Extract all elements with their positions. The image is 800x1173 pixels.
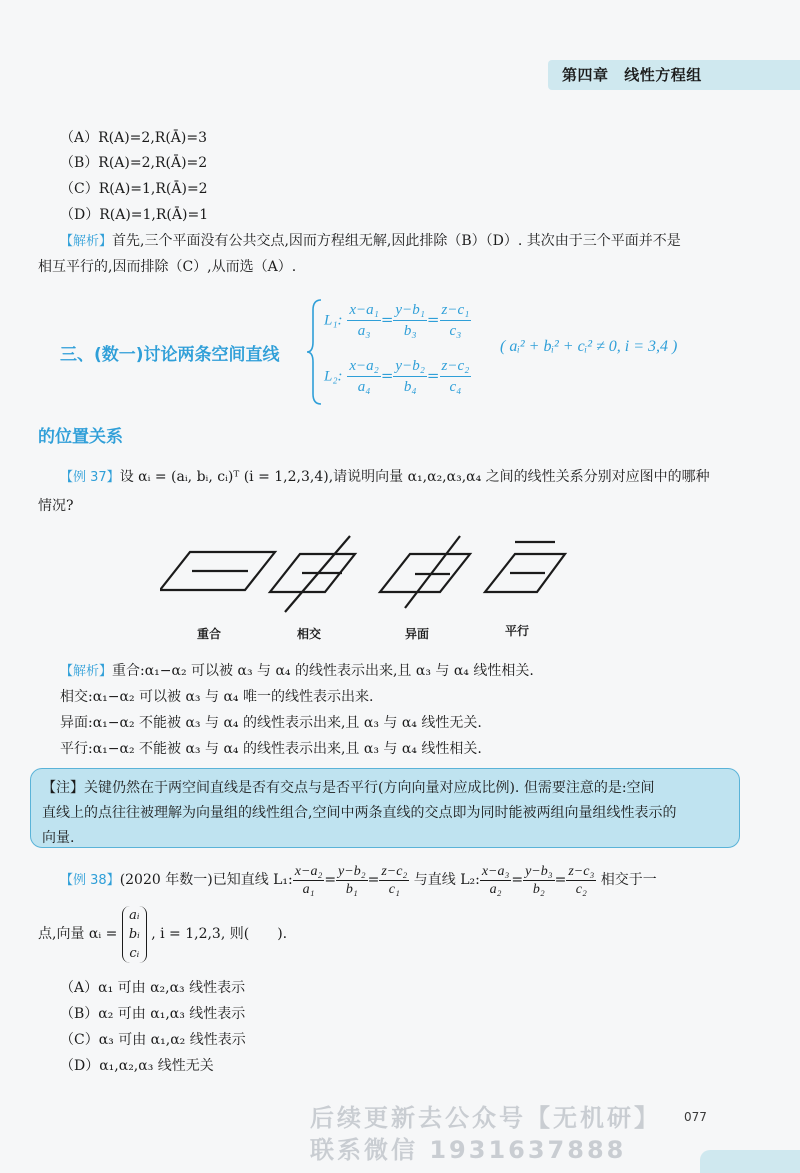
note-text xyxy=(42,776,722,851)
option-a-top: （A）R(A)=2,R(Ā)=3 xyxy=(60,130,207,146)
condition: ( aᵢ² + bᵢ² + cᵢ² ≠ 0, i = 3,4 ) xyxy=(500,338,678,355)
section-subtitle: 的位置关系 xyxy=(38,427,123,447)
analysis-2-line4: 平行:α₁−α₂ 不能被 α₃ 与 α₄ 的线性表示出来,且 α₃ 与 α₄ 线性相关. xyxy=(60,741,482,757)
option-a-bottom: （A）α₁ 可由 α₂,α₃ 线性表示 xyxy=(60,980,246,996)
option-b-top: （B）R(A)=2,R(Ā)=2 xyxy=(60,155,208,171)
caption-skew: 异面 xyxy=(405,627,430,641)
analysis-2-line3: 异面:α₁−α₂ 不能被 α₃ 与 α₄ 的线性表示出来,且 α₃ 与 α₄ 线性无关. xyxy=(60,715,482,731)
option-d-bottom: （D）α₁,α₂,α₃ 线性无关 xyxy=(60,1058,214,1074)
lines-figure xyxy=(160,530,600,620)
caption-coincident: 重合 xyxy=(197,627,222,641)
option-d-top: （D）R(A)=1,R(Ā)=1 xyxy=(60,207,209,223)
option-c-bottom: （C）α₃ 可由 α₁,α₂ 线性表示 xyxy=(60,1032,246,1048)
watermark-line2: 联系微信 1931637888 xyxy=(310,1136,627,1164)
chapter-number: 第四章 xyxy=(562,66,609,84)
example-38-line1: 【例 38】(2020 年数一)已知直线 L₁: $\frac{\text{x−a₂}}{\text{a₁}}$ = $\frac{\text{y−b₂}}{\text{b₁}}$ = $\frac{\text{z−c₂}}{\text{c₁}}$ 与直线 L₂: $\frac{\text{x−a₃}}{\text{a₂}}$ = $\frac{\text{y−b₃}}{\text{b₂}}$ = $\frac{\text{z−c₃}}{\text{c₂}}$ 相交于一 xyxy=(60,863,657,897)
line-L2-equation: L₂: $\frac{\text{x−a₂}}{\text{a₄}}$ = $\frac{\text{y−b₂}}{\text{b₄}}$ = $\frac{\text{z−c₂}}{\text{c₄}}$ xyxy=(324,358,470,395)
left-brace xyxy=(305,298,325,406)
section-title: 三、(数一)讨论两条空间直线 xyxy=(60,345,280,365)
option-b-bottom: （B）α₂ 可由 α₁,α₃ 线性表示 xyxy=(60,1006,246,1022)
example-37-line2: 情况? xyxy=(38,498,74,514)
watermark-line1: 后续更新去公众号【无机研】 xyxy=(310,1104,661,1132)
page-tab xyxy=(700,1150,800,1173)
caption-parallel: 平行 xyxy=(505,624,530,638)
analysis-tag: 【解析】 xyxy=(60,234,113,249)
example-37-line1: 【例 37】设 αᵢ = (aᵢ, bᵢ, cᵢ)ᵀ (i = 1,2,3,4),请说明向量 α₁,α₂,α₃,α₄ 之间的线性关系分别对应图中的哪种 xyxy=(60,469,710,485)
chapter-title: 线性方程组 xyxy=(624,66,702,84)
analysis-2-line2: 相交:α₁−α₂ 可以被 α₃ 与 α₄ 唯一的线性表示出来. xyxy=(60,689,374,705)
line-skew-1 xyxy=(405,536,460,608)
option-c-top: （C）R(A)=1,R(Ā)=2 xyxy=(60,181,208,197)
note-line2: 直线上的点往往被理解为向量组的线性组合,空间中两条直线的交点即为同时能被两组向量组线性表示的 xyxy=(42,805,677,821)
page-number: 077 xyxy=(684,1110,707,1124)
vector-alpha-i: aᵢ bᵢ cᵢ xyxy=(122,906,147,963)
note-line3: 向量. xyxy=(42,830,75,846)
line-L1-equation: L₁: $\frac{\text{x−a₁}}{\text{a₃}}$ = $\frac{\text{y−b₁}}{\text{b₃}}$ = $\frac{\text{z−c₁}}{\text{c₃}}$ xyxy=(324,302,470,339)
caption-intersect: 相交 xyxy=(297,627,322,641)
example-38-line2: 点,向量 αᵢ = aᵢ bᵢ cᵢ , i = 1,2,3, 则( ). xyxy=(38,907,288,961)
chapter-header xyxy=(548,60,800,90)
analysis-1-line2: 相互平行的,因而排除（C）,从而选（A）. xyxy=(38,259,297,275)
note-line1: 【注】关键仍然在于两空间直线是否有交点与是否平行(方向向量对应成比例). 但需要注意的是:空间 xyxy=(42,780,655,796)
analysis-2-line1: 【解析】重合:α₁−α₂ 可以被 α₃ 与 α₄ 的线性表示出来,且 α₃ 与 α₄ 线性相关. xyxy=(60,663,534,679)
analysis-1-line1: 【解析】首先,三个平面没有公共交点,因而方程组无解,因此排除（B）（D）. 其次由于三个平面并不是 xyxy=(60,233,681,249)
